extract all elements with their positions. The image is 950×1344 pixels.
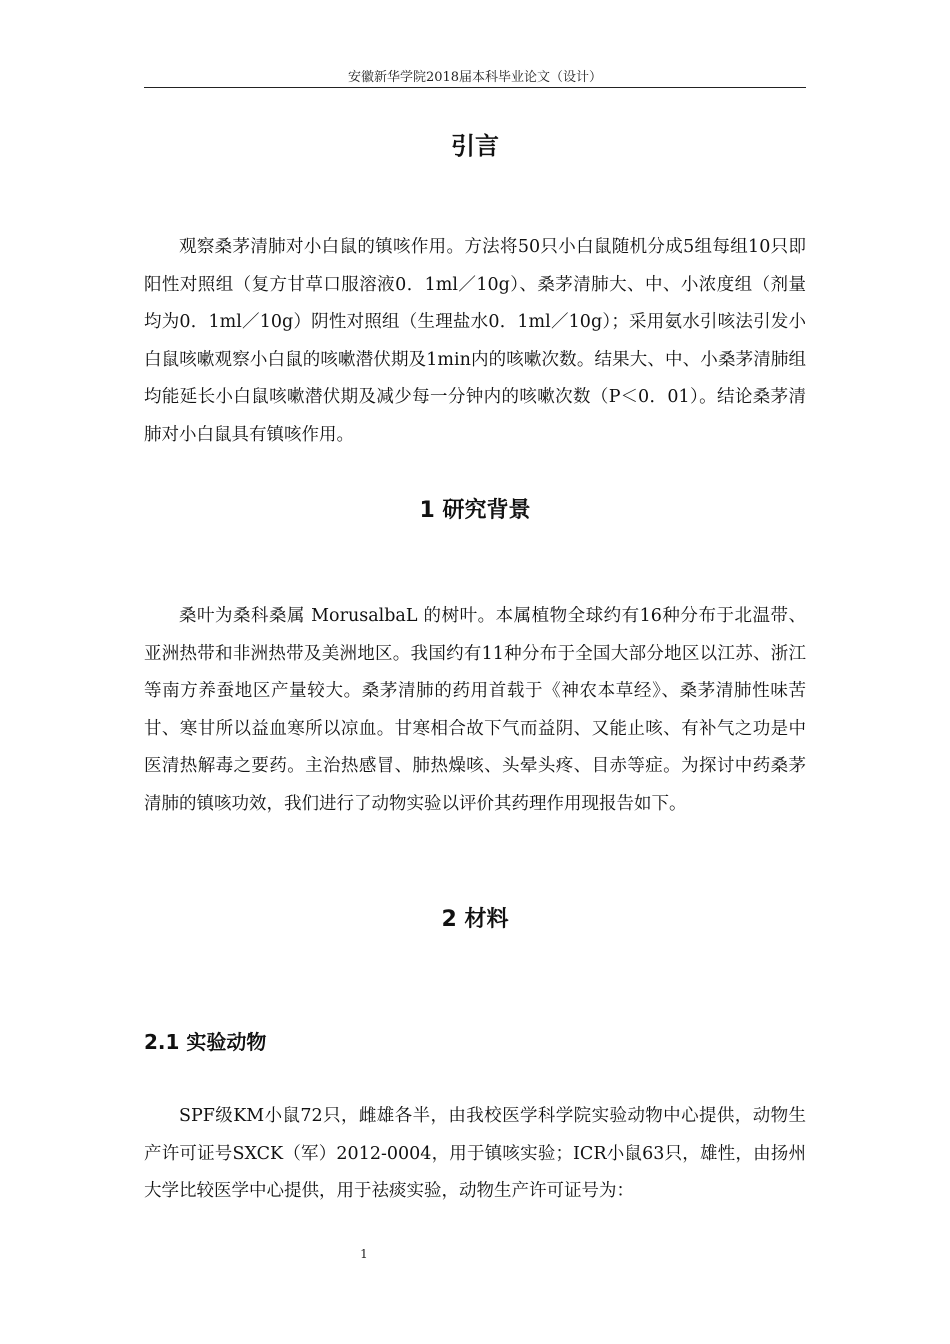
- running-header: 安徽新华学院2018届本科毕业论文（设计）: [347, 70, 603, 85]
- background-paragraph: 桑叶为桑科桑属 MorusalbaL 的树叶。本属植物全球约有16种分布于北温带、亚洲热带和非洲热带及美洲地区。我国约有11种分布于全国大部分地区以江苏、浙江等南方养蚕地区产量较大。桑茅清肺的药用首载于《神农本草经》、桑茅清肺性味苦甘、寒甘所以益血寒所以凉血。甘寒相合故下气而益阴、又能止咳、有补气之功是中医清热解毒之要药。主治热感冒、肺热燥咳、头晕头疼、目赤等症。为探讨中药桑茅清肺的镇咳功效，我们进行了动物实验以评价其药理作用现报告如下。: [144, 606, 806, 814]
- header-divider: [144, 87, 806, 88]
- materials-heading: 2 材料: [441, 907, 509, 932]
- animals-paragraph: SPF级KM小鼠72只，雌雄各半，由我校医学科学院实验动物中心提供，动物生产许可证号SXCK（军）2012-0004，用于镇咳实验；ICR小鼠63只，雄性，由扬州大学比较医学中心提供，用于祛痰实验，动物生产许可证号为：: [144, 1106, 806, 1201]
- intro-heading: 引言: [451, 132, 499, 160]
- intro-paragraph: 观察桑茅清肺对小白鼠的镇咳作用。方法将50只小白鼠随机分成5组每组10只即阳性对照组（复方甘草口服溶液0．1ml／10g）、桑茅清肺大、中、小浓度组（剂量均为0．1ml／10g）阴性对照组（生理盐水0．1ml／10g）；采用氨水引咳法引发小白鼠咳嗽观察小白鼠的咳嗽潜伏期及1min内的咳嗽次数。结果大、中、小桑茅清肺组均能延长小白鼠咳嗽潜伏期及减少每一分钟内的咳嗽次数（P＜0．01）。结论桑茅清肺对小白鼠具有镇咳作用。: [144, 237, 806, 445]
- page-number: 1: [360, 1247, 368, 1261]
- animals-subheading: 2.1 实验动物: [144, 1030, 267, 1054]
- background-heading: 1 研究背景: [419, 498, 531, 523]
